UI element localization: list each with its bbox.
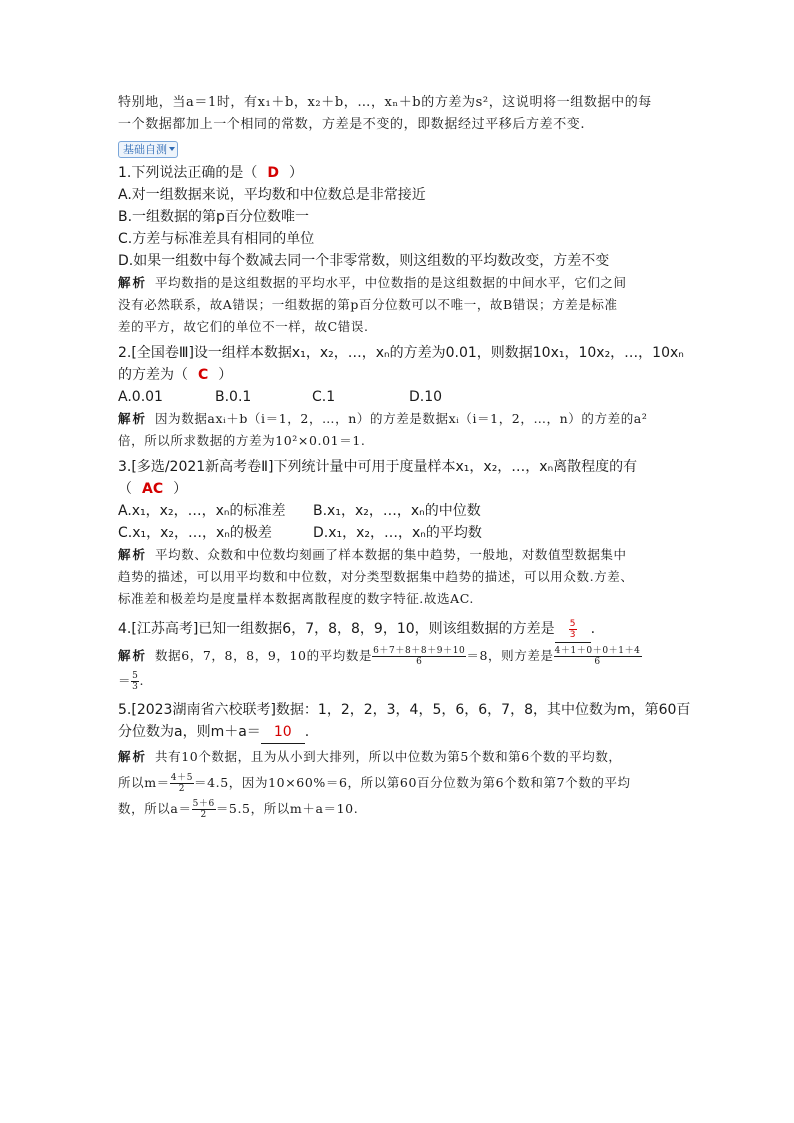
dropdown-arrow-icon bbox=[169, 147, 175, 151]
question-3-solution-2: 趋势的描述，可以用平均数和中位数，对分类型数据集中趋势的描述，可以用众数.方差、 bbox=[118, 569, 634, 584]
question-3-options-row-2 bbox=[118, 522, 678, 544]
question-1-option-a: A.对一组数据来说，平均数和中位数总是非常接近 bbox=[118, 187, 426, 203]
question-1-option-b: B.一组数据的第p百分位数唯一 bbox=[118, 209, 309, 225]
question-1-answer: D bbox=[267, 165, 279, 181]
section-badge bbox=[118, 141, 178, 158]
question-2-answer: C bbox=[198, 367, 209, 383]
question-3-solution-3: 标准差和极差均是度量样本数据离散程度的数字特征.故选AC. bbox=[118, 591, 474, 606]
solution-tag: 解析 bbox=[118, 275, 148, 290]
solution-tag: 解析 bbox=[118, 749, 148, 764]
question-2-options bbox=[118, 386, 678, 408]
question-4-solution-2: ＝ $\frac{5}{3}$ . bbox=[118, 671, 145, 692]
question-1-solution-1: 解析 平均数指的是这组数据的平均水平，中位数指的是这组数据的中间水平，它们之间 bbox=[118, 275, 627, 290]
question-4-stem: 4.[江苏高考]已知一组数据6，7，8，8，9，10，则该组数据的方差是 $\frac{5}{3}$ . bbox=[118, 616, 678, 643]
question-2-option-c: C.1 bbox=[312, 389, 336, 405]
question-3-stem-2: （ AC ） bbox=[118, 481, 188, 497]
question-1-stem: 1.下列说法正确的是（ D ） bbox=[118, 165, 303, 181]
question-4-answer-fraction: $\frac{5}{3}$ bbox=[569, 618, 576, 640]
question-3-solution-1: 解析 平均数、众数和中位数均刻画了样本数据的集中趋势，一般地，对数值型数据集中 bbox=[118, 547, 627, 562]
result-fraction: $\frac{5}{3}$ bbox=[132, 671, 139, 692]
question-1-solution-2: 没有必然联系，故A错误；一组数据的第p百分位数可以不唯一，故B错误；方差是标准 bbox=[118, 297, 618, 312]
question-3-option-d: D.x₁，x₂，…，xₙ的平均数 bbox=[313, 525, 482, 541]
percentile-fraction: $\frac{5+6}{2}$ bbox=[192, 799, 215, 820]
question-5-solution-1: 解析 共有10个数据，且为从小到大排列，所以中位数为第5个数和第6个数的平均数， bbox=[118, 749, 622, 764]
section-badge-row bbox=[118, 138, 678, 158]
solution-tag: 解析 bbox=[118, 648, 148, 663]
question-1-option-c: C.方差与标准差具有相同的单位 bbox=[118, 231, 315, 247]
question-5-answer: 10 bbox=[261, 721, 305, 744]
question-1-option-d: D.如果一组数中每个数减去同一个非零常数，则这组数的平均数改变，方差不变 bbox=[118, 253, 610, 269]
question-2-option-d: D.10 bbox=[409, 389, 443, 405]
question-5-stem-2: 分位数为a，则m＋a＝ 10 . bbox=[118, 721, 678, 744]
question-2-solution-2: 倍，所以所求数据的方差为10²×0.01＝1. bbox=[118, 433, 366, 448]
intro-line-2: 一个数据都加上一个相同的常数，方差是不变的，即数据经过平移后方差不变. bbox=[118, 117, 586, 132]
question-1-solution-3: 差的平方，故它们的单位不一样，故C错误. bbox=[118, 319, 369, 334]
document-page bbox=[118, 92, 691, 822]
question-3-options-row-1 bbox=[118, 500, 678, 522]
question-3-option-a: A.x₁，x₂，…，xₙ的标准差 bbox=[118, 503, 286, 519]
question-5-stem-1: 5.[2023湖南省六校联考]数据：1，2，2，3，4，5，6，6，7，8，其中位数为m，第60百 bbox=[118, 702, 691, 718]
section-badge-label: 基础自测 bbox=[123, 143, 167, 156]
question-3-answer: AC bbox=[142, 481, 164, 497]
question-2-option-a: A.0.01 bbox=[118, 389, 163, 405]
solution-tag: 解析 bbox=[118, 547, 148, 562]
solution-tag: 解析 bbox=[118, 411, 148, 426]
question-3-stem-1: 3.[多选/2021新高考卷Ⅱ]下列统计量中可用于度量样本x₁，x₂，…，xₙ离散程度的有 bbox=[118, 459, 638, 475]
mean-fraction: $\frac{6+7+8+8+9+10}{6}$ bbox=[373, 646, 466, 667]
question-2-solution-1: 解析 因为数据axᵢ＋b（i＝1，2，…，n）的方差是数据xᵢ（i＝1，2，…，n）的方差的a² bbox=[118, 411, 648, 426]
question-2-option-b: B.0.1 bbox=[215, 389, 252, 405]
question-5-solution-2: 所以m＝ $\frac{4+5}{2}$ ＝4.5，因为10×60%＝6，所以第60百分位数为第6个数和第7个数的平均 bbox=[118, 773, 631, 794]
question-4-solution-1: 解析 数据6，7，8，8，9，10的平均数是 $\frac{6+7+8+8+9+10}{6}$ ＝8，则方差是 $\frac{4+1+0+0+1+4}{6}$ bbox=[118, 646, 641, 667]
intro-line-1: 特别地，当a＝1时，有x₁＋b，x₂＋b，…，xₙ＋b的方差为s²，这说明将一组数据中的每 bbox=[118, 95, 652, 110]
median-fraction: $\frac{4+5}{2}$ bbox=[170, 773, 194, 794]
variance-fraction: $\frac{4+1+0+0+1+4}{6}$ bbox=[554, 646, 641, 667]
question-2-stem-2: 的方差为（ C ） bbox=[118, 367, 233, 383]
question-2-stem-1: 2.[全国卷Ⅲ]设一组样本数据x₁，x₂，…，xₙ的方差为0.01，则数据10x₁，10x₂，…，10xₙ bbox=[118, 345, 684, 361]
question-3-option-b: B.x₁，x₂，…，xₙ的中位数 bbox=[313, 503, 481, 519]
question-5-solution-3: 数，所以a＝ $\frac{5+6}{2}$ ＝5.5，所以m＋a＝10. bbox=[118, 799, 359, 820]
question-3-option-c: C.x₁，x₂，…，xₙ的极差 bbox=[118, 525, 272, 541]
question-4-answer-blank bbox=[555, 616, 591, 643]
